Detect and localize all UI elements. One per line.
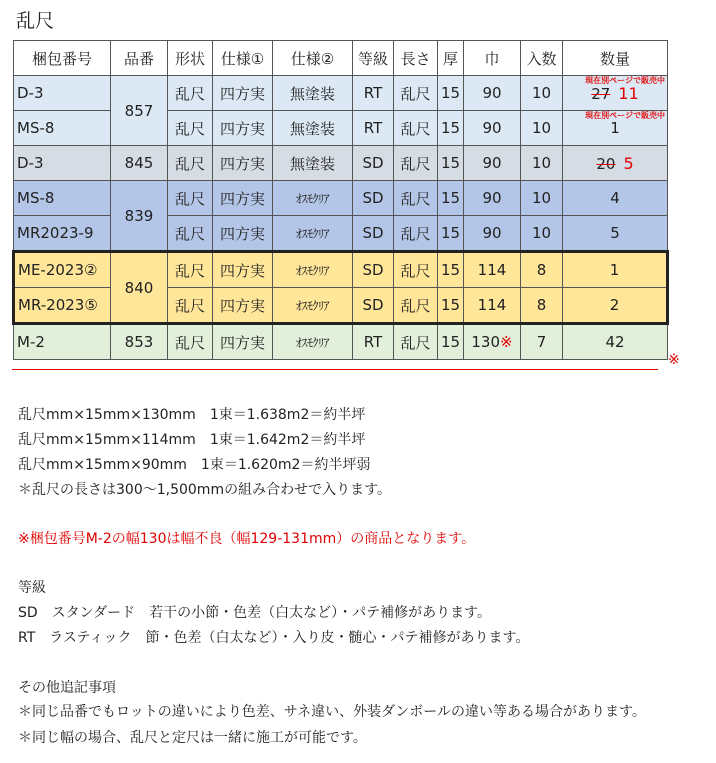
header-cell: 数量	[563, 41, 668, 76]
quantity-value: 1	[610, 119, 620, 137]
header-cell: 梱包番号	[14, 41, 111, 76]
pieces: 10	[521, 146, 563, 181]
other-note: ＊同じ幅の場合、乱尺と定尺は一緒に施工が可能です。	[18, 730, 367, 746]
grade: SD	[353, 146, 394, 181]
thickness: 15	[438, 324, 464, 360]
header-cell: 仕様②	[273, 41, 353, 76]
table-row	[14, 146, 668, 181]
thickness: 15	[438, 216, 464, 252]
spec2: ｵｽﾓｸﾘｱ	[273, 252, 353, 288]
pack-number: D-3	[14, 76, 111, 111]
header-cell: 形状	[168, 41, 213, 76]
product-code: 840	[111, 252, 168, 324]
table-row	[14, 324, 668, 360]
thickness: 15	[438, 146, 464, 181]
width: 90	[464, 76, 521, 111]
width: 90	[464, 146, 521, 181]
pieces: 10	[521, 76, 563, 111]
table-row	[14, 76, 668, 111]
shape: 乱尺	[168, 76, 213, 111]
pack-number: MR2023-9	[14, 216, 111, 252]
page-title: 乱尺	[16, 10, 55, 32]
spec2: 無塗装	[273, 146, 353, 181]
header-cell: 入数	[521, 41, 563, 76]
pieces: 8	[521, 252, 563, 288]
new-quantity: 11	[618, 83, 639, 103]
length: 乱尺	[394, 252, 438, 288]
dimension-line: 乱尺mm×15mm×130mm 1束＝1.638m2＝約半坪	[18, 407, 366, 423]
quantity: 1	[563, 252, 668, 288]
length-note: ＊乱尺の長さは300～1,500mmの組み合わせで入ります。	[18, 482, 391, 498]
spec1: 四方実	[213, 216, 273, 252]
spec1: 四方実	[213, 324, 273, 360]
quantity	[563, 76, 668, 111]
shape: 乱尺	[168, 252, 213, 288]
other-note: ＊同じ品番でもロットの違いにより色差、サネ違い、外装ダンボールの違い等ある場合があります。	[18, 704, 646, 720]
grade-title: 等級	[18, 580, 46, 596]
shape: 乱尺	[168, 111, 213, 146]
pieces: 7	[521, 324, 563, 360]
thickness: 15	[438, 111, 464, 146]
thickness: 15	[438, 252, 464, 288]
spec2: 無塗装	[273, 111, 353, 146]
sold-elsewhere-note: 現在別ページで販売中	[585, 76, 665, 85]
length: 乱尺	[394, 288, 438, 324]
new-quantity: 5	[623, 153, 634, 173]
product-code: 853	[111, 324, 168, 360]
pack-number: MR-2023⑤	[14, 288, 111, 324]
pieces: 10	[521, 216, 563, 252]
grade: SD	[353, 252, 394, 288]
spec2: ｵｽﾓｸﾘｱ	[273, 288, 353, 324]
width: 90	[464, 216, 521, 252]
shape: 乱尺	[168, 216, 213, 252]
header-cell: 仕様①	[213, 41, 273, 76]
grade: RT	[353, 324, 394, 360]
width: 90	[464, 111, 521, 146]
quantity	[563, 111, 668, 146]
width	[464, 324, 521, 360]
spec2: ｵｽﾓｸﾘｱ	[273, 216, 353, 252]
warning-note: ※梱包番号M-2の幅130は幅不良（幅129-131mm）の商品となります。	[18, 531, 476, 547]
pack-number: MS-8	[14, 181, 111, 216]
quantity	[563, 146, 668, 181]
pieces: 10	[521, 181, 563, 216]
length: 乱尺	[394, 146, 438, 181]
product-code: 839	[111, 181, 168, 252]
row-strikethrough-line	[12, 369, 658, 370]
header-cell: 厚	[438, 41, 464, 76]
pieces: 8	[521, 288, 563, 324]
other-title: その他追記事項	[18, 680, 116, 696]
inventory-table	[12, 40, 669, 360]
grade-rt: RT ラスティック 節・色差（白太など）・入り皮・髄心・パテ補修があります。	[18, 630, 530, 646]
sold-elsewhere-note: 現在別ページで販売中	[585, 111, 665, 120]
spec1: 四方実	[213, 111, 273, 146]
header-cell: 巾	[464, 41, 521, 76]
pack-number: M-2	[14, 324, 111, 360]
dimension-line: 乱尺mm×15mm×90mm 1束＝1.620m2＝約半坪弱	[18, 457, 371, 473]
shape: 乱尺	[168, 324, 213, 360]
length: 乱尺	[394, 324, 438, 360]
spec2: 無塗装	[273, 76, 353, 111]
grade: SD	[353, 216, 394, 252]
product-code: 845	[111, 146, 168, 181]
grade: RT	[353, 111, 394, 146]
header-cell: 長さ	[394, 41, 438, 76]
table-header-row	[14, 41, 668, 76]
pack-number: MS-8	[14, 111, 111, 146]
length: 乱尺	[394, 76, 438, 111]
product-code: 857	[111, 76, 168, 146]
width-value: 130	[471, 333, 501, 351]
shape: 乱尺	[168, 146, 213, 181]
pieces: 10	[521, 111, 563, 146]
width: 114	[464, 288, 521, 324]
spec1: 四方実	[213, 181, 273, 216]
old-quantity: 20	[596, 154, 616, 173]
grade: SD	[353, 181, 394, 216]
spec1: 四方実	[213, 252, 273, 288]
quantity: 42	[563, 324, 668, 360]
spec1: 四方実	[213, 288, 273, 324]
length: 乱尺	[394, 181, 438, 216]
pack-number: ME-2023②	[14, 252, 111, 288]
spec2: ｵｽﾓｸﾘｱ	[273, 181, 353, 216]
spec1: 四方実	[213, 146, 273, 181]
quantity: 2	[563, 288, 668, 324]
header-cell: 等級	[353, 41, 394, 76]
grade-sd: SD スタンダード 若干の小節・色差（白太など）・パテ補修があります。	[18, 605, 491, 621]
old-quantity: 27	[591, 84, 611, 103]
quantity: 5	[563, 216, 668, 252]
thickness: 15	[438, 288, 464, 324]
table-row	[14, 252, 668, 288]
grade: SD	[353, 288, 394, 324]
shape: 乱尺	[168, 288, 213, 324]
dimension-line: 乱尺mm×15mm×114mm 1束＝1.642m2＝約半坪	[18, 432, 366, 448]
grade: RT	[353, 76, 394, 111]
spec2: ｵｽﾓｸﾘｱ	[273, 324, 353, 360]
thickness: 15	[438, 181, 464, 216]
outside-note-mark: ※	[668, 352, 680, 368]
width: 90	[464, 181, 521, 216]
width: 114	[464, 252, 521, 288]
pack-number: D-3	[14, 146, 111, 181]
table-row	[14, 181, 668, 216]
thickness: 15	[438, 76, 464, 111]
width-defect-mark: ※	[500, 333, 513, 351]
quantity: 4	[563, 181, 668, 216]
length: 乱尺	[394, 111, 438, 146]
spec1: 四方実	[213, 76, 273, 111]
length: 乱尺	[394, 216, 438, 252]
header-cell: 品番	[111, 41, 168, 76]
shape: 乱尺	[168, 181, 213, 216]
